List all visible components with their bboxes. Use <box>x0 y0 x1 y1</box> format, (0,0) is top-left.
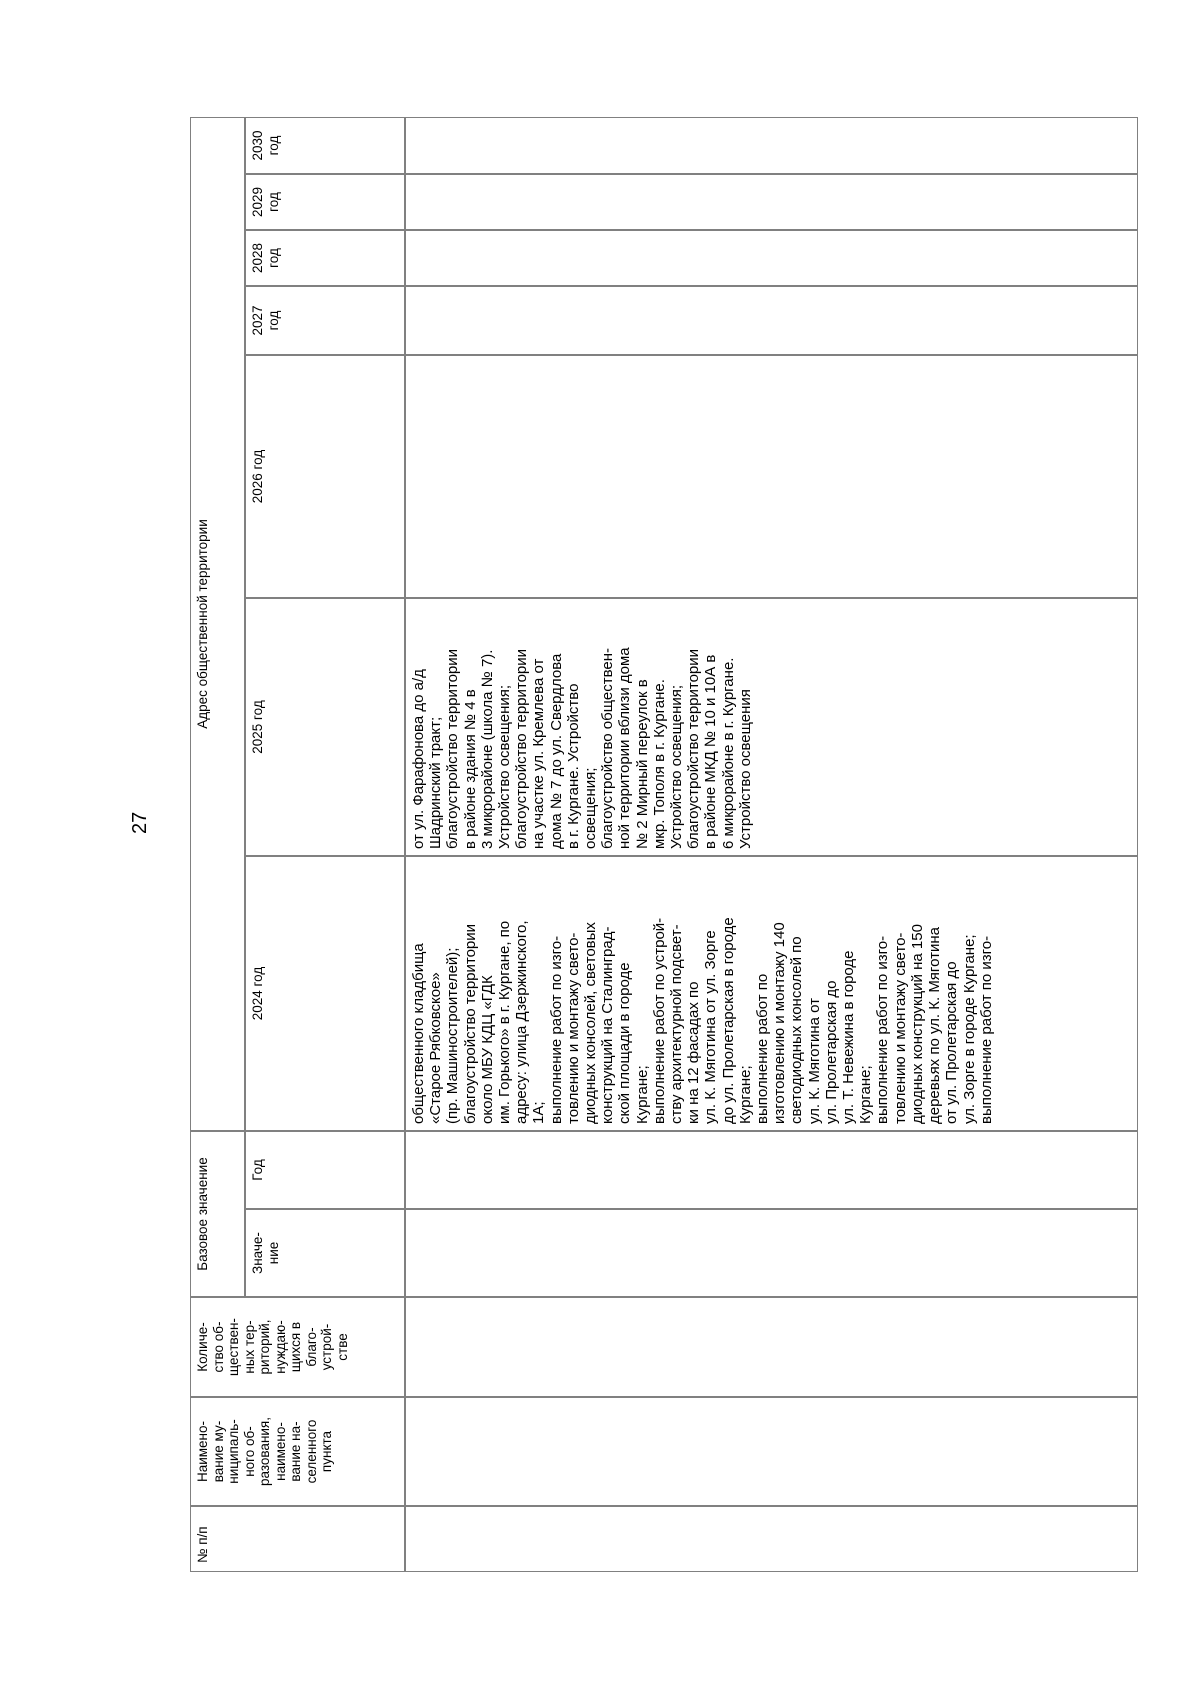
cell-territory-count <box>405 1297 1138 1397</box>
text-line: до ул. Пролетарская в городе <box>719 917 737 1124</box>
text-line: около МБУ КДЦ «ГДК <box>478 975 496 1124</box>
text-line: Кургане; <box>633 1065 651 1124</box>
text-line: выполнение работ по изго- <box>547 935 565 1124</box>
cell-2027 <box>405 286 1138 355</box>
header-year-2026: 2026 год <box>245 355 405 598</box>
header-year-2028: 2028 год <box>245 230 405 286</box>
text-line: мкр. Тополя в г. Кургане. <box>650 679 668 849</box>
text-line: ул. К. Мяготина от <box>805 997 823 1124</box>
header-year-2027: 2027 год <box>245 286 405 355</box>
cell-2028 <box>405 230 1138 286</box>
text-line: от ул. Фарафонова до а/д <box>410 669 427 849</box>
text-line: благоустройство территории <box>444 648 462 849</box>
text-line: ки на 12 фасадах по <box>685 981 703 1124</box>
header-address: Адрес общественной территории <box>190 117 245 1131</box>
cell-2025-text <box>405 598 1138 856</box>
cell-number <box>405 1506 1138 1572</box>
header-year-2025: 2025 год <box>245 598 405 856</box>
header-year-2024: 2024 год <box>245 856 405 1131</box>
text-line: в районе МКД № 10 и 10А в <box>702 654 720 849</box>
header-municipality: Наимено- вание му- ниципаль- ного об- разования, наимено- вание на- селенного пункта <box>190 1397 405 1506</box>
text-line: (пр. Машиностроителей); <box>444 947 462 1124</box>
header-number: № п/п <box>190 1506 405 1572</box>
text-line: № 2 Мирный переулок в <box>633 679 651 849</box>
header-year-2030: 2030 год <box>245 117 405 174</box>
page-number: 27 <box>129 811 151 834</box>
text-line: диодных консолей, световых <box>582 922 600 1124</box>
header-year-2029: 2029 год <box>245 174 405 230</box>
text-line: Кургане; <box>736 1065 754 1124</box>
text-line: конструкций на Сталинград- <box>599 926 617 1124</box>
text-line: ству архитектурной подсвет- <box>668 924 686 1124</box>
text-line: ул. Пролетарская до <box>822 980 840 1124</box>
text-line: Кургане; <box>857 1065 875 1124</box>
text-line: Устройство освещения; <box>668 684 686 849</box>
text-line: светодиодных консолей по <box>788 936 806 1124</box>
text-2025-lines <box>410 604 754 849</box>
text-line: от ул. Пролетарская до <box>943 961 961 1124</box>
text-line: ул. Зорге в городе Кургане; <box>960 934 978 1124</box>
cell-2030 <box>405 117 1138 174</box>
text-line: ской площади в городе <box>616 962 634 1124</box>
text-line: адресу: улица Дзержинского, <box>513 920 531 1124</box>
text-2024-lines <box>410 862 995 1124</box>
text-line: диодных конструкций на 150 <box>908 924 926 1124</box>
text-line: им. Горького» в г. Кургане, по <box>496 920 514 1124</box>
text-line: на участке ул. Кремлева от <box>530 658 548 849</box>
rotated-table-wrapper <box>190 117 1138 1572</box>
text-line: выполнение работ по устрой- <box>650 917 668 1124</box>
text-line: в г. Кургане. Устройство <box>564 683 582 849</box>
header-base-year: Год <box>245 1131 405 1209</box>
program-table <box>190 117 1138 1572</box>
text-line: 3 микрорайоне (школа № 7). <box>478 649 496 849</box>
text-line: выполнение работ по изго- <box>874 935 892 1124</box>
cell-2029 <box>405 174 1138 230</box>
header-base-value: Базовое значение <box>190 1131 245 1297</box>
text-line: изготовлению и монтажу 140 <box>771 922 789 1124</box>
text-line: выполнение работ по изго- <box>977 935 995 1124</box>
text-line: товлению и монтажу свето- <box>564 932 582 1124</box>
text-line: общественного кладбища <box>410 943 427 1124</box>
text-line: благоустройство территории <box>513 648 531 849</box>
text-line: Устройство освещения <box>736 689 754 849</box>
text-line: благоустройство обществен- <box>599 647 617 849</box>
cell-2024-text <box>405 856 1138 1131</box>
text-line: благоустройство территории <box>685 648 703 849</box>
text-line: товлению и монтажу свето- <box>891 932 909 1124</box>
cell-2026 <box>405 355 1138 598</box>
text-line: благоустройство территории <box>461 923 479 1124</box>
text-line: ул. Т. Невежина в городе <box>840 950 858 1124</box>
text-line: 6 микрорайоне в г. Кургане. <box>719 657 737 849</box>
cell-municipality <box>405 1397 1138 1506</box>
text-line: дома № 7 до ул. Свердлова <box>547 653 565 849</box>
cell-base-value <box>405 1209 1138 1297</box>
text-line: деревьях по ул. К. Мяготина <box>926 927 944 1124</box>
text-line: освещения; <box>582 767 600 849</box>
text-line: 1А; <box>530 1101 548 1124</box>
text-line: «Старое Рябковское» <box>427 972 445 1124</box>
text-line: ул. К. Мяготина от ул. Зорге <box>702 930 720 1124</box>
text-line: Устройство освещения; <box>496 684 514 849</box>
header-territory-count: Количе- ство об- ществен- ных тер- риторий, нуждаю- щихся в благо- устрой- стве <box>190 1297 405 1397</box>
text-line: в районе здания № 4 в <box>461 689 479 849</box>
text-line: Шадринский тракт; <box>427 716 445 849</box>
text-line: выполнение работ по <box>754 973 772 1124</box>
header-base-value-number: Значе- ние <box>245 1209 405 1297</box>
text-line: ной территории вблизи дома <box>616 647 634 849</box>
cell-base-year <box>405 1131 1138 1209</box>
